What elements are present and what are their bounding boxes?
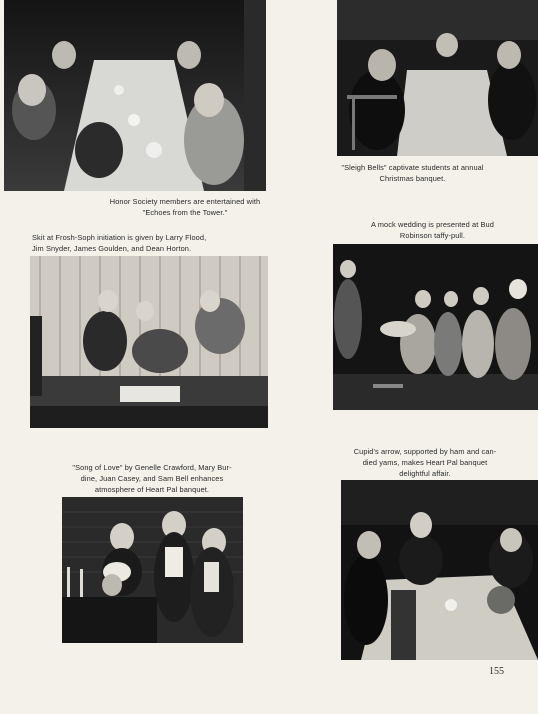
caption-line: A mock wedding is presented at Bud [371,220,494,229]
caption-line: Skit at Frosh-Soph initiation is given by Larry Flood, [32,233,207,242]
photo-song-of-love [62,497,243,643]
caption-line: "Sleigh Bells" captivate students at annual [341,163,484,172]
caption-line: atmosphere of Heart Pal banquet. [94,485,210,494]
caption-sleigh-bells [325,162,500,184]
caption-line: Robinson taffy-pull. [399,231,466,240]
photo-heart-pal-banquet [341,480,538,660]
caption-line: died yams, makes Heart Pal banquet [362,458,488,467]
caption-song-of-love [62,462,242,495]
caption-line: Honor Society members are entertained with [109,197,261,206]
caption-line: Cupid's arrow, supported by ham and can- [353,447,497,456]
caption-line: "Song of Love" by Genelle Crawford, Mary Bur- [72,463,232,472]
caption-frosh-soph [32,232,242,254]
caption-line: Christmas banquet. [379,174,446,183]
caption-mock-wedding [350,219,515,241]
photo-frosh-soph-skit [30,256,268,428]
photo-honor-society-banquet [4,0,266,191]
photo-mock-wedding [333,244,538,410]
caption-cupids-arrow [340,446,510,479]
caption-honor-society [95,196,275,218]
page-number: 155 [489,666,504,677]
caption-line: "Echoes from the Tower." [142,208,228,217]
caption-line: dine, Juan Casey, and Sam Bell enhances [80,474,224,483]
caption-line: Jim Snyder, James Goulden, and Dean Horton. [32,244,192,253]
caption-line: delightful affair. [399,469,451,478]
photo-sleigh-bells-banquet [337,0,538,156]
